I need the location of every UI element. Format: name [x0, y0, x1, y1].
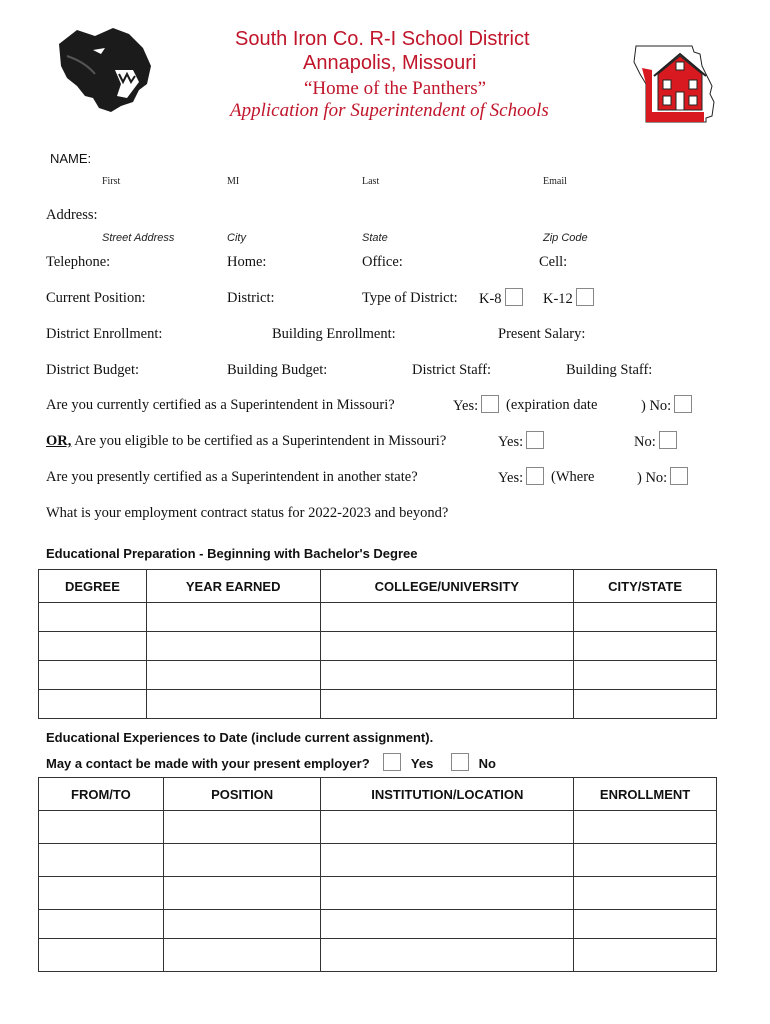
table-cell[interactable] [39, 603, 147, 632]
q4-text: What is your employment contract status for 2022-2023 and beyond? [46, 505, 449, 521]
table-cell[interactable] [163, 877, 321, 910]
table-cell[interactable] [321, 877, 574, 910]
missouri-schoolhouse-logo [632, 44, 716, 124]
q3-no-label: ) No: [637, 470, 668, 486]
table-cell[interactable] [163, 939, 321, 972]
q2-no-label: No: [634, 434, 656, 450]
k8-option [479, 288, 523, 308]
k8-label: K-8 [479, 291, 502, 307]
home-label: Home: [227, 254, 267, 270]
district-staff-label: District Staff: [412, 362, 492, 378]
q1-yes-checkbox[interactable] [481, 395, 499, 413]
email-sublabel: Email [543, 176, 567, 187]
q1-expiration-label: (expiration date [506, 397, 598, 413]
type-of-district-label: Type of District: [362, 290, 458, 306]
q2-or: OR, [46, 433, 72, 449]
table-row [39, 939, 717, 972]
column-header: COLLEGE/UNIVERSITY [320, 570, 574, 603]
table-row [39, 811, 717, 844]
current-position-label: Current Position: [46, 290, 146, 306]
q3-where-label: (Where [551, 469, 595, 485]
column-header: INSTITUTION/LOCATION [321, 778, 574, 811]
table-cell[interactable] [320, 690, 574, 719]
k12-option [543, 288, 594, 308]
k12-label: K-12 [543, 291, 573, 307]
table-row [39, 661, 717, 690]
q2-text [46, 433, 446, 450]
table-cell[interactable] [39, 844, 164, 877]
column-header: FROM/TO [39, 778, 164, 811]
table-cell[interactable] [39, 690, 147, 719]
experience-heading: Educational Experiences to Date (include current assignment). [46, 730, 434, 745]
contact-yes-checkbox[interactable] [383, 753, 401, 771]
panther-logo [55, 26, 155, 114]
table-cell[interactable] [321, 939, 574, 972]
q3-no-checkbox[interactable] [670, 467, 688, 485]
table-cell[interactable] [146, 661, 320, 690]
q1-no [641, 395, 692, 415]
contact-no-checkbox[interactable] [451, 753, 469, 771]
q3-yes-checkbox[interactable] [526, 467, 544, 485]
table-cell[interactable] [163, 844, 321, 877]
district-name: South Iron Co. R-I School District [235, 28, 530, 50]
zip-sublabel: Zip Code [543, 232, 588, 244]
q1-text: Are you currently certified as a Superintendent in Missouri? [46, 397, 395, 413]
education-header-row [39, 570, 717, 603]
district-city: Annapolis, Missouri [303, 52, 477, 74]
table-cell[interactable] [574, 877, 717, 910]
last-sublabel: Last [362, 176, 380, 187]
q3-yes-label: Yes: [498, 470, 524, 486]
building-staff-label: Building Staff: [566, 362, 653, 378]
table-row [39, 603, 717, 632]
name-label: NAME: [50, 151, 92, 166]
present-salary-label: Present Salary: [498, 326, 586, 342]
q3-text: Are you presently certified as a Superintendent in another state? [46, 469, 418, 485]
cell-label: Cell: [539, 254, 568, 270]
first-sublabel: First [102, 176, 121, 187]
q1-yes-label: Yes: [453, 398, 479, 414]
table-cell[interactable] [574, 910, 717, 939]
table-cell[interactable] [39, 910, 164, 939]
address-label: Address: [46, 207, 98, 223]
q2-yes-label: Yes: [498, 434, 524, 450]
table-cell[interactable] [574, 811, 717, 844]
table-row [39, 910, 717, 939]
q1-no-checkbox[interactable] [674, 395, 692, 413]
contact-question [46, 753, 496, 771]
k12-checkbox[interactable] [576, 288, 594, 306]
table-cell[interactable] [574, 844, 717, 877]
column-header: ENROLLMENT [574, 778, 717, 811]
table-cell[interactable] [39, 939, 164, 972]
q2-yes [498, 431, 544, 451]
building-budget-label: Building Budget: [227, 362, 328, 378]
table-row [39, 844, 717, 877]
table-cell[interactable] [146, 690, 320, 719]
street-sublabel: Street Address [102, 232, 175, 244]
form-title: Application for Superintendent of Schools [230, 100, 549, 121]
column-header: DEGREE [39, 570, 147, 603]
table-cell[interactable] [39, 877, 164, 910]
q1-yes [453, 395, 499, 415]
table-cell[interactable] [574, 939, 717, 972]
district-label: District: [227, 290, 275, 306]
column-header: POSITION [163, 778, 321, 811]
table-row [39, 632, 717, 661]
q2-no-checkbox[interactable] [659, 431, 677, 449]
table-cell[interactable] [163, 910, 321, 939]
motto: “Home of the Panthers” [304, 78, 487, 99]
table-cell[interactable] [163, 811, 321, 844]
k8-checkbox[interactable] [505, 288, 523, 306]
contact-no-label: No [478, 756, 496, 771]
table-cell[interactable] [321, 844, 574, 877]
state-sublabel: State [362, 232, 388, 244]
table-cell[interactable] [321, 910, 574, 939]
q1-no-label: ) No: [641, 398, 672, 414]
experience-table [38, 777, 717, 972]
table-cell[interactable] [39, 632, 147, 661]
city-sublabel: City [227, 232, 246, 244]
table-row [39, 877, 717, 910]
mi-sublabel: MI [227, 176, 240, 187]
q2-no [634, 431, 677, 451]
column-header: YEAR EARNED [146, 570, 320, 603]
table-cell[interactable] [321, 811, 574, 844]
table-cell[interactable] [39, 811, 164, 844]
telephone-label: Telephone: [46, 254, 111, 270]
table-cell[interactable] [574, 603, 717, 632]
table-cell[interactable] [39, 661, 147, 690]
table-cell[interactable] [574, 690, 717, 719]
table-cell[interactable] [320, 603, 574, 632]
q2-question: Are you eligible to be certified as a Superintendent in Missouri? [71, 433, 447, 449]
education-heading: Educational Preparation - Beginning with Bachelor's Degree [46, 546, 418, 561]
table-cell[interactable] [320, 632, 574, 661]
q3-yes [498, 467, 544, 487]
education-table [38, 569, 717, 719]
table-cell[interactable] [574, 632, 717, 661]
office-label: Office: [362, 254, 403, 270]
table-cell[interactable] [146, 603, 320, 632]
contact-question-text: May a contact be made with your present employer? [46, 756, 370, 771]
column-header: CITY/STATE [574, 570, 717, 603]
district-budget-label: District Budget: [46, 362, 140, 378]
contact-yes-label: Yes [410, 756, 434, 771]
table-cell[interactable] [320, 661, 574, 690]
experience-header-row [39, 778, 717, 811]
building-enrollment-label: Building Enrollment: [272, 326, 396, 342]
table-cell[interactable] [574, 661, 717, 690]
q2-yes-checkbox[interactable] [526, 431, 544, 449]
table-row [39, 690, 717, 719]
q3-no [637, 467, 688, 487]
district-enrollment-label: District Enrollment: [46, 326, 163, 342]
table-cell[interactable] [146, 632, 320, 661]
